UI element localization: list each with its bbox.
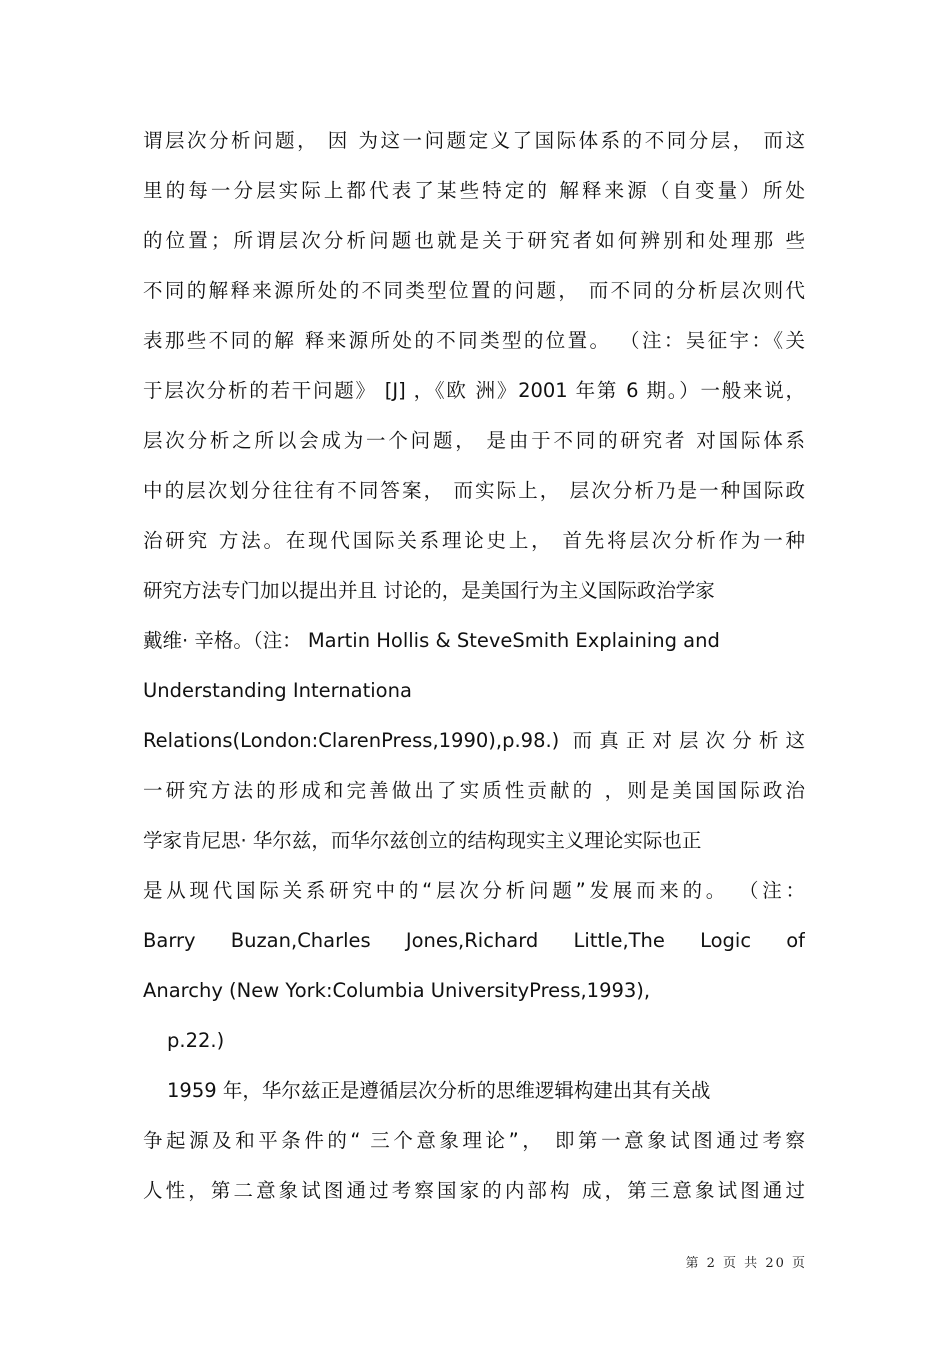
text-line: 层次分析之所以会成为一个问题， 是由于不同的研究者 对国际体系 [143, 429, 805, 452]
text-line: 1959 年，华尔兹正是遵循层次分析的思维逻辑构建出其有关战 [167, 1079, 711, 1102]
text-line: 治研究 方法。在现代国际关系理论史上， 首先将层次分析作为一种 [143, 529, 805, 552]
page-number: 第 2 页 共 20 页 [685, 1256, 807, 1271]
text-line: 一研究方法的形成和完善做出了实质性贡献的 ，则是美国国际政治 [143, 779, 805, 802]
body-text [143, 116, 805, 1216]
text-line: 谓层次分析问题， 因 为这一问题定义了国际体系的不同分层， 而这 [143, 129, 805, 152]
text-line: 中的层次划分往往有不同答案， 而实际上， 层次分析乃是一种国际政 [143, 479, 805, 502]
text-line: 不同的解释来源所处的不同类型位置的问题， 而不同的分析层次则代 [143, 279, 805, 302]
text-line: 于层次分析的若干问题》 [J] ，《欧 洲》2001 年第 6 期。）一般来说， [143, 379, 805, 402]
text-line: Relations(London:ClarenPress,1990),p.98.) 而真正对层次分析这 [143, 729, 805, 752]
text-line: 表那些不同的解 释来源所处的不同类型的位置。 （注：吴征宇：《关 [143, 329, 805, 352]
text-line: 里的每一分层实际上都代表了某些特定的 解释来源（自变量）所处 [143, 179, 805, 202]
text-line: 学家肯尼思· 华尔兹，而华尔兹创立的结构现实主义理论实际也正 [143, 829, 702, 852]
text-line: Barry Buzan,Charles Jones,Richard Little,The Logic of [143, 929, 805, 952]
text-line: p.22.) [167, 1029, 225, 1052]
text-line: 争起源及和平条件的“ 三个意象理论”， 即第一意象试图通过考察 [143, 1129, 805, 1152]
text-line: 戴维· 辛格。（注： Martin Hollis & SteveSmith Explaining and [143, 629, 720, 652]
text-line: 是从现代国际关系研究中的“层次分析问题”发展而来的。 （注： [143, 879, 805, 902]
text-line: Understanding Internationa [143, 679, 412, 702]
text-line: 的位置；所谓层次分析问题也就是关于研究者如何辨别和处理那 些 [143, 229, 805, 252]
text-line: 研究方法专门加以提出并且 讨论的，是美国行为主义国际政治学家 [143, 579, 715, 602]
text-line: 人性，第二意象试图通过考察国家的内部构 成，第三意象试图通过 [143, 1179, 805, 1202]
text-line: Anarchy (New York:Columbia UniversityPress,1993), [143, 979, 651, 1002]
